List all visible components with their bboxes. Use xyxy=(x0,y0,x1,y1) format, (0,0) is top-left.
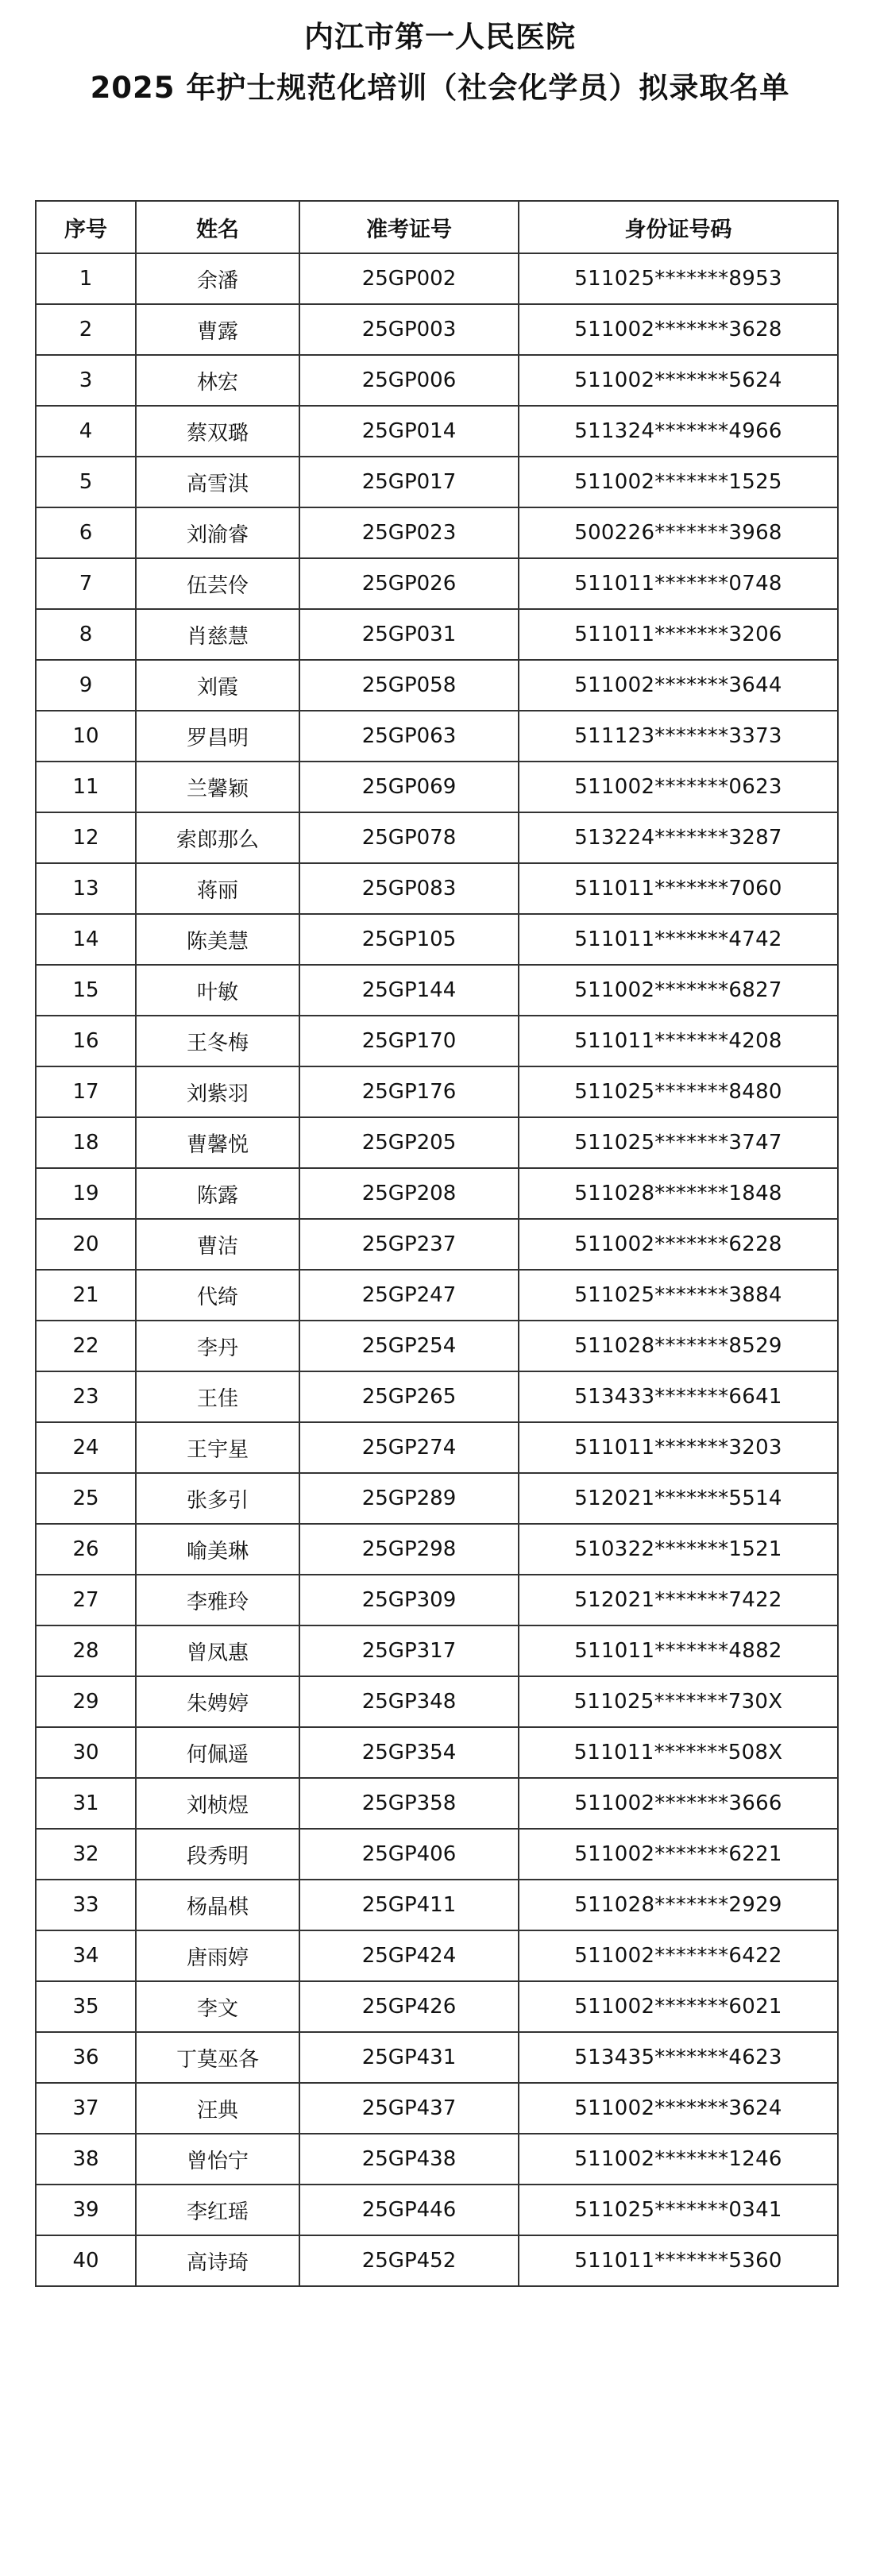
cell-seq: 24 xyxy=(36,1422,136,1473)
cell-seq: 30 xyxy=(36,1727,136,1778)
cell-name: 刘霞 xyxy=(136,660,299,711)
header-name: 姓名 xyxy=(136,201,299,253)
cell-name: 汪典 xyxy=(136,2083,299,2134)
cell-seq: 1 xyxy=(36,253,136,304)
cell-name: 刘桢煜 xyxy=(136,1778,299,1829)
cell-seq: 8 xyxy=(36,609,136,660)
cell-exam-no: 25GP265 xyxy=(299,1371,519,1422)
page-subtitle: 2025 年护士规范化培训（社会化学员）拟录取名单 xyxy=(90,71,790,105)
cell-seq: 18 xyxy=(36,1117,136,1168)
cell-name: 丁莫巫各 xyxy=(136,2032,299,2083)
cell-exam-no: 25GP298 xyxy=(299,1524,519,1575)
cell-name: 索郎那么 xyxy=(136,812,299,863)
table-row xyxy=(36,2235,838,2286)
cell-seq: 40 xyxy=(36,2235,136,2286)
cell-name: 兰馨颖 xyxy=(136,762,299,812)
table-row xyxy=(36,1016,838,1066)
table-row xyxy=(36,1066,838,1117)
cell-seq: 35 xyxy=(36,1981,136,2032)
cell-exam-no: 25GP170 xyxy=(299,1016,519,1066)
cell-id: 511025*******3747 xyxy=(519,1117,838,1168)
cell-seq: 22 xyxy=(36,1321,136,1371)
table-row xyxy=(36,1473,838,1524)
cell-id: 511025*******0341 xyxy=(519,2185,838,2235)
cell-seq: 16 xyxy=(36,1016,136,1066)
cell-name: 曹露 xyxy=(136,304,299,355)
table-row xyxy=(36,1727,838,1778)
cell-exam-no: 25GP431 xyxy=(299,2032,519,2083)
cell-exam-no: 25GP144 xyxy=(299,965,519,1016)
cell-name: 张多引 xyxy=(136,1473,299,1524)
table-row xyxy=(36,965,838,1016)
cell-id: 511002*******1525 xyxy=(519,457,838,507)
cell-exam-no: 25GP002 xyxy=(299,253,519,304)
cell-name: 李雅玲 xyxy=(136,1575,299,1625)
cell-id: 511002*******6827 xyxy=(519,965,838,1016)
header-row xyxy=(36,201,838,253)
cell-id: 511002*******6021 xyxy=(519,1981,838,2032)
cell-id: 511002*******1246 xyxy=(519,2134,838,2185)
cell-id: 511011*******4208 xyxy=(519,1016,838,1066)
cell-id: 511011*******4882 xyxy=(519,1625,838,1676)
cell-id: 511002*******3666 xyxy=(519,1778,838,1829)
cell-seq: 7 xyxy=(36,558,136,609)
table-row xyxy=(36,1524,838,1575)
cell-exam-no: 25GP348 xyxy=(299,1676,519,1727)
table-row xyxy=(36,762,838,812)
cell-seq: 2 xyxy=(36,304,136,355)
cell-id: 513224*******3287 xyxy=(519,812,838,863)
cell-exam-no: 25GP437 xyxy=(299,2083,519,2134)
cell-seq: 32 xyxy=(36,1829,136,1880)
table-row xyxy=(36,304,838,355)
cell-seq: 14 xyxy=(36,914,136,965)
cell-name: 肖慈慧 xyxy=(136,609,299,660)
cell-seq: 5 xyxy=(36,457,136,507)
cell-exam-no: 25GP083 xyxy=(299,863,519,914)
cell-id: 511011*******508X xyxy=(519,1727,838,1778)
cell-name: 曹洁 xyxy=(136,1219,299,1270)
cell-seq: 37 xyxy=(36,2083,136,2134)
cell-id: 511011*******3206 xyxy=(519,609,838,660)
cell-id: 500226*******3968 xyxy=(519,507,838,558)
cell-name: 曾怡宁 xyxy=(136,2134,299,2185)
cell-seq: 9 xyxy=(36,660,136,711)
cell-id: 511011*******0748 xyxy=(519,558,838,609)
cell-id: 513433*******6641 xyxy=(519,1371,838,1422)
cell-exam-no: 25GP247 xyxy=(299,1270,519,1321)
cell-seq: 20 xyxy=(36,1219,136,1270)
table-row xyxy=(36,2083,838,2134)
table-row xyxy=(36,558,838,609)
table-row xyxy=(36,660,838,711)
page-title: 内江市第一人民医院 xyxy=(304,20,576,54)
cell-exam-no: 25GP309 xyxy=(299,1575,519,1625)
cell-name: 叶敏 xyxy=(136,965,299,1016)
cell-seq: 27 xyxy=(36,1575,136,1625)
cell-exam-no: 25GP006 xyxy=(299,355,519,406)
cell-id: 512021*******5514 xyxy=(519,1473,838,1524)
cell-seq: 29 xyxy=(36,1676,136,1727)
table-row xyxy=(36,253,838,304)
table-row xyxy=(36,2032,838,2083)
cell-id: 510322*******1521 xyxy=(519,1524,838,1575)
header-id-no: 身份证号码 xyxy=(519,201,838,253)
cell-seq: 26 xyxy=(36,1524,136,1575)
table-row xyxy=(36,863,838,914)
cell-seq: 17 xyxy=(36,1066,136,1117)
table-row xyxy=(36,1422,838,1473)
table-row xyxy=(36,609,838,660)
cell-exam-no: 25GP208 xyxy=(299,1168,519,1219)
table-row xyxy=(36,457,838,507)
cell-name: 高诗琦 xyxy=(136,2235,299,2286)
header-seq: 序号 xyxy=(36,201,136,253)
admission-list-table xyxy=(35,200,839,2287)
cell-exam-no: 25GP237 xyxy=(299,1219,519,1270)
table-row xyxy=(36,1778,838,1829)
cell-id: 511011*******4742 xyxy=(519,914,838,965)
cell-id: 511324*******4966 xyxy=(519,406,838,457)
cell-exam-no: 25GP026 xyxy=(299,558,519,609)
cell-exam-no: 25GP358 xyxy=(299,1778,519,1829)
table-row xyxy=(36,406,838,457)
cell-name: 曾凤惠 xyxy=(136,1625,299,1676)
cell-name: 李丹 xyxy=(136,1321,299,1371)
cell-id: 511002*******6228 xyxy=(519,1219,838,1270)
cell-id: 511028*******1848 xyxy=(519,1168,838,1219)
cell-seq: 10 xyxy=(36,711,136,762)
cell-id: 511123*******3373 xyxy=(519,711,838,762)
table-row xyxy=(36,1168,838,1219)
cell-id: 511002*******3624 xyxy=(519,2083,838,2134)
cell-seq: 4 xyxy=(36,406,136,457)
cell-seq: 23 xyxy=(36,1371,136,1422)
cell-seq: 21 xyxy=(36,1270,136,1321)
cell-seq: 12 xyxy=(36,812,136,863)
header-exam-no: 准考证号 xyxy=(299,201,519,253)
cell-name: 李红瑶 xyxy=(136,2185,299,2235)
table-row xyxy=(36,1219,838,1270)
cell-id: 511011*******5360 xyxy=(519,2235,838,2286)
cell-id: 511025*******8953 xyxy=(519,253,838,304)
cell-name: 朱娉婷 xyxy=(136,1676,299,1727)
cell-seq: 34 xyxy=(36,1930,136,1981)
cell-id: 512021*******7422 xyxy=(519,1575,838,1625)
table-row xyxy=(36,2185,838,2235)
cell-id: 511025*******3884 xyxy=(519,1270,838,1321)
cell-exam-no: 25GP105 xyxy=(299,914,519,965)
cell-exam-no: 25GP289 xyxy=(299,1473,519,1524)
table-row xyxy=(36,1625,838,1676)
table-body xyxy=(36,253,838,2286)
cell-exam-no: 25GP438 xyxy=(299,2134,519,2185)
cell-exam-no: 25GP063 xyxy=(299,711,519,762)
cell-name: 陈美慧 xyxy=(136,914,299,965)
cell-name: 林宏 xyxy=(136,355,299,406)
table-row xyxy=(36,1676,838,1727)
cell-exam-no: 25GP354 xyxy=(299,1727,519,1778)
cell-exam-no: 25GP446 xyxy=(299,2185,519,2235)
table-row xyxy=(36,507,838,558)
cell-seq: 39 xyxy=(36,2185,136,2235)
cell-id: 511002*******3628 xyxy=(519,304,838,355)
cell-exam-no: 25GP003 xyxy=(299,304,519,355)
cell-seq: 38 xyxy=(36,2134,136,2185)
cell-name: 杨晶棋 xyxy=(136,1880,299,1930)
cell-name: 王佳 xyxy=(136,1371,299,1422)
cell-exam-no: 25GP058 xyxy=(299,660,519,711)
table-row xyxy=(36,711,838,762)
cell-id: 511002*******5624 xyxy=(519,355,838,406)
table-row xyxy=(36,1117,838,1168)
cell-id: 511002*******0623 xyxy=(519,762,838,812)
cell-seq: 36 xyxy=(36,2032,136,2083)
cell-exam-no: 25GP452 xyxy=(299,2235,519,2286)
cell-name: 蔡双璐 xyxy=(136,406,299,457)
cell-name: 王宇星 xyxy=(136,1422,299,1473)
cell-seq: 6 xyxy=(36,507,136,558)
cell-name: 何佩遥 xyxy=(136,1727,299,1778)
cell-exam-no: 25GP426 xyxy=(299,1981,519,2032)
cell-name: 李文 xyxy=(136,1981,299,2032)
cell-exam-no: 25GP424 xyxy=(299,1930,519,1981)
table-row xyxy=(36,812,838,863)
cell-name: 唐雨婷 xyxy=(136,1930,299,1981)
cell-exam-no: 25GP317 xyxy=(299,1625,519,1676)
cell-id: 511025*******730X xyxy=(519,1676,838,1727)
cell-exam-no: 25GP014 xyxy=(299,406,519,457)
cell-seq: 25 xyxy=(36,1473,136,1524)
table-header xyxy=(36,201,838,253)
cell-exam-no: 25GP069 xyxy=(299,762,519,812)
cell-seq: 15 xyxy=(36,965,136,1016)
table-row xyxy=(36,1880,838,1930)
cell-name: 刘渝睿 xyxy=(136,507,299,558)
cell-exam-no: 25GP274 xyxy=(299,1422,519,1473)
cell-name: 伍芸伶 xyxy=(136,558,299,609)
table-row xyxy=(36,1930,838,1981)
cell-exam-no: 25GP205 xyxy=(299,1117,519,1168)
table-row xyxy=(36,1829,838,1880)
cell-seq: 28 xyxy=(36,1625,136,1676)
cell-id: 511028*******2929 xyxy=(519,1880,838,1930)
cell-name: 王冬梅 xyxy=(136,1016,299,1066)
cell-name: 喻美琳 xyxy=(136,1524,299,1575)
cell-id: 511011*******3203 xyxy=(519,1422,838,1473)
cell-name: 罗昌明 xyxy=(136,711,299,762)
table-row xyxy=(36,914,838,965)
cell-seq: 3 xyxy=(36,355,136,406)
cell-seq: 19 xyxy=(36,1168,136,1219)
table-row xyxy=(36,1575,838,1625)
cell-exam-no: 25GP406 xyxy=(299,1829,519,1880)
cell-exam-no: 25GP254 xyxy=(299,1321,519,1371)
cell-name: 段秀明 xyxy=(136,1829,299,1880)
cell-seq: 31 xyxy=(36,1778,136,1829)
cell-exam-no: 25GP078 xyxy=(299,812,519,863)
cell-seq: 33 xyxy=(36,1880,136,1930)
cell-name: 陈露 xyxy=(136,1168,299,1219)
table-row xyxy=(36,1321,838,1371)
cell-id: 511002*******6422 xyxy=(519,1930,838,1981)
cell-id: 511002*******6221 xyxy=(519,1829,838,1880)
cell-exam-no: 25GP411 xyxy=(299,1880,519,1930)
cell-id: 511011*******7060 xyxy=(519,863,838,914)
cell-id: 513435*******4623 xyxy=(519,2032,838,2083)
cell-seq: 13 xyxy=(36,863,136,914)
table-row xyxy=(36,1981,838,2032)
cell-id: 511025*******8480 xyxy=(519,1066,838,1117)
cell-exam-no: 25GP031 xyxy=(299,609,519,660)
cell-exam-no: 25GP176 xyxy=(299,1066,519,1117)
cell-name: 高雪淇 xyxy=(136,457,299,507)
cell-id: 511028*******8529 xyxy=(519,1321,838,1371)
cell-exam-no: 25GP023 xyxy=(299,507,519,558)
cell-name: 代绮 xyxy=(136,1270,299,1321)
table-row xyxy=(36,2134,838,2185)
table-row xyxy=(36,1371,838,1422)
table-row xyxy=(36,355,838,406)
cell-id: 511002*******3644 xyxy=(519,660,838,711)
table-row xyxy=(36,1270,838,1321)
cell-seq: 11 xyxy=(36,762,136,812)
cell-exam-no: 25GP017 xyxy=(299,457,519,507)
cell-name: 曹馨悦 xyxy=(136,1117,299,1168)
cell-name: 刘紫羽 xyxy=(136,1066,299,1117)
cell-name: 蒋丽 xyxy=(136,863,299,914)
cell-name: 余潘 xyxy=(136,253,299,304)
